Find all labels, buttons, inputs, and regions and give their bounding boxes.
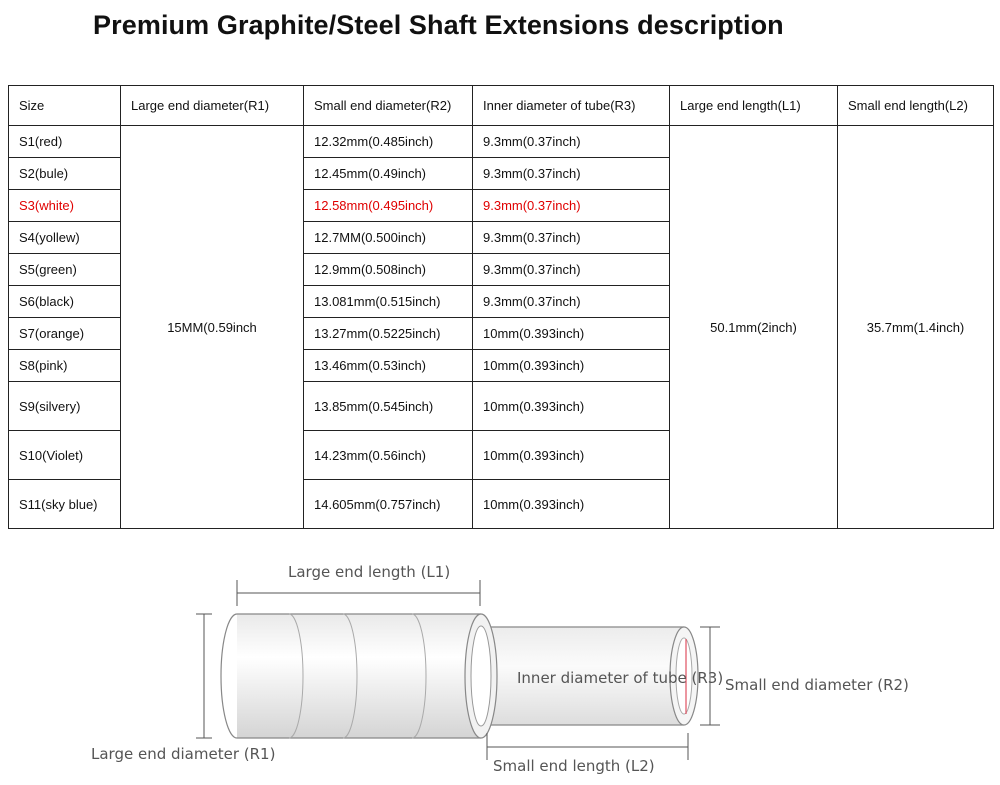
size-cell: S5(green) [9,254,121,286]
size-cell: S2(bule) [9,158,121,190]
spec-table [8,85,994,529]
size-cell: S8(pink) [9,350,121,382]
header-large-end-diameter: Large end diameter(R1) [121,86,304,126]
inner-diameter-cell: 10mm(0.393inch) [473,318,670,350]
inner-diameter-cell: 9.3mm(0.37inch) [473,190,670,222]
shaft-extension-diagram [0,545,1000,785]
header-small-end-diameter: Small end diameter(R2) [304,86,473,126]
size-cell: S7(orange) [9,318,121,350]
small-end-cell: 12.7MM(0.500inch) [304,222,473,254]
label-l1: Large end length (L1) [288,563,451,581]
label-r3: Inner diameter of tube (R3) [517,669,724,687]
small-end-cell: 12.32mm(0.485inch) [304,126,473,158]
small-end-cell: 12.45mm(0.49inch) [304,158,473,190]
inner-diameter-cell: 10mm(0.393inch) [473,382,670,431]
header-small-end-length: Small end length(L2) [838,86,994,126]
label-r2: Small end diameter (R2) [725,676,909,694]
large-end-length-cell: 50.1mm(2inch) [670,126,838,529]
l1-dimension [237,580,480,606]
inner-diameter-cell: 9.3mm(0.37inch) [473,158,670,190]
small-end-cell: 12.58mm(0.495inch) [304,190,473,222]
small-end-cell: 13.081mm(0.515inch) [304,286,473,318]
small-end-cell: 13.85mm(0.545inch) [304,382,473,431]
inner-diameter-cell: 9.3mm(0.37inch) [473,254,670,286]
label-l2: Small end length (L2) [493,757,655,775]
r1-dimension [196,614,212,738]
large-tube [221,614,497,738]
large-end-diameter-cell: 15MM(0.59inch [121,126,304,529]
size-cell: S6(black) [9,286,121,318]
small-end-cell: 13.46mm(0.53inch) [304,350,473,382]
table-header-row [9,86,994,126]
inner-diameter-cell: 10mm(0.393inch) [473,431,670,480]
inner-diameter-cell: 10mm(0.393inch) [473,480,670,529]
header-large-end-length: Large end length(L1) [670,86,838,126]
size-cell: S3(white) [9,190,121,222]
size-cell: S4(yollew) [9,222,121,254]
table-row [9,126,994,158]
inner-diameter-cell: 9.3mm(0.37inch) [473,222,670,254]
size-cell: S11(sky blue) [9,480,121,529]
small-end-cell: 12.9mm(0.508inch) [304,254,473,286]
size-cell: S1(red) [9,126,121,158]
size-cell: S10(Violet) [9,431,121,480]
small-end-cell: 14.605mm(0.757inch) [304,480,473,529]
header-inner-diameter: Inner diameter of tube(R3) [473,86,670,126]
header-size: Size [9,86,121,126]
l2-dimension [487,733,688,760]
inner-diameter-cell: 9.3mm(0.37inch) [473,126,670,158]
inner-diameter-cell: 9.3mm(0.37inch) [473,286,670,318]
label-r1: Large end diameter (R1) [91,745,276,763]
page-title: Premium Graphite/Steel Shaft Extensions description [93,10,784,40]
small-end-cell: 13.27mm(0.5225inch) [304,318,473,350]
size-cell: S9(silvery) [9,382,121,431]
small-end-cell: 14.23mm(0.56inch) [304,431,473,480]
small-end-length-cell: 35.7mm(1.4inch) [838,126,994,529]
inner-diameter-cell: 10mm(0.393inch) [473,350,670,382]
